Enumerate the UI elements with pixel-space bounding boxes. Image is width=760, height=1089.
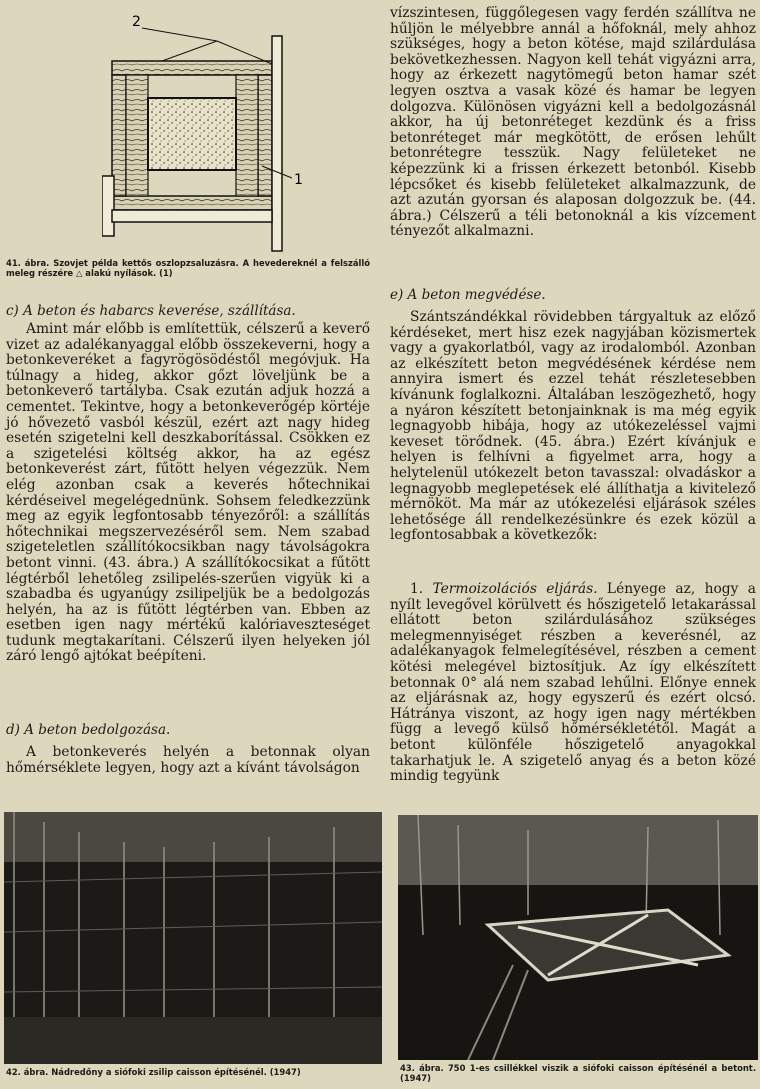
section-d-paragraph-left: A betonkeverés helyén a betonnak olyan hőmérséklete legyen, hogy azt a kívánt távolságon bbox=[6, 744, 370, 776]
section-d-paragraph-right: vízszintesen, függőlegesen vagy ferdén szállítva ne hűljön le mélyebbre annál a hőfoknál, mely ahhoz szükséges, hogy a beton kötése, majd szilárdulása bekövetkezhessen. Nagyon kell tehát vigyázni arra, hogy az érkezett nagytömegű beton hamar szét legyen osztva a vasak közé és hamar be legyen dolgozva. Különösen vigyázni kell a bedolgozásnál akkor, ha új betonréteget kezdünk és a friss betonréteget már megkötött, de erősen lehűlt betonrétegre tesszük. Nagy felületeket ne képezzünk ki a frissen érkezett betonból. Kisebb lépcsőket és kisebb felületeket alkalmazzunk, de azt azután gyorsan és alaposan dolgozzuk be. (44. ábra.) Célszerű a téli betonoknál a kis vízcement tényezőt alkalmazni. bbox=[390, 5, 756, 240]
section-e-paragraph-1: Szántszándékkal rövidebben tárgyaltuk az előző kérdéseket, mert hisz ezek nagyjában közismertek vagy a gyakorlatból, vagy az irodalomból. Azonban az elkészített beton megvédésének kérdése nem annyira ismert és ezzel tehát részletesebben kívánunk foglalkozni. Általában leszögezhető, hogy a nyáron készített betonjainknak is ma még egyik legnagyobb hibája, hogy az utókezeléssel vajmi keveset törődnek. (45. ábra.) Ezért kívánjuk e helyen is felhívni a figyelmet arra, hogy a helytelenül utókezelt beton tavasszal: olvadáskor a legnagyobb meglepetések elé állíthatja a kivitelező mérnököt. Ma már az utókezelési eljárások széles lehetősége áll rendelkezésünkre és ezek közül a legfontosabbak a következők: bbox=[390, 309, 756, 544]
figure-41-label-1: 1 bbox=[294, 172, 303, 188]
figure-41-caption: 41. ábra. Szovjet példa kettős oszlopzsaluzásra. A hevedereknél a felszálló meleg részére △ alakú nyílások. (1) bbox=[6, 258, 370, 278]
section-e-heading: e) A beton megvédése. bbox=[390, 287, 546, 303]
figure-43-caption: 43. ábra. 750 1-es csillékkel viszik a siófoki caisson építésénél a betont. (1947) bbox=[400, 1063, 756, 1083]
figure-42-caption: 42. ábra. Nádredőny a siófoki zsilip caisson építésénél. (1947) bbox=[6, 1067, 301, 1077]
section-d-heading: d) A beton bedolgozása. bbox=[6, 722, 171, 738]
section-e-item-1 bbox=[390, 582, 756, 785]
figure-42-photo bbox=[4, 812, 382, 1064]
item-1-term: Termoizolációs eljárás. bbox=[432, 581, 598, 597]
figure-41-label-2: 2 bbox=[132, 14, 141, 30]
item-1-number: 1. bbox=[410, 581, 433, 597]
figure-43-photo bbox=[398, 815, 758, 1060]
item-1-text: Lényege az, hogy a nyílt levegővel körülvett és hőszigetelő letakarással ellátott beton szilárdulásához szükséges melegmennyiséget részben a keverésnél, az adalékanyagok felmelegítésével, részben a cement kötési melegével biztosítjuk. Az így elkészített betonnak 0° alá nem szabad lehűlni. Előnye ennek az eljárásnak az, hogy egyszerű és ezért olcsó. Hátránya viszont, az hogy igen nagy mértékben függ a levegő külső hőmérsékletétől. Magát a betont különféle hőszigetelő anyagokkal takarhatjuk le. A szigetelő anyag és a beton közé mindig tegyünk bbox=[390, 581, 756, 785]
figure-41-drawing bbox=[102, 6, 342, 256]
section-c-heading: c) A beton és habarcs keverése, szállítása. bbox=[6, 303, 296, 319]
section-c-paragraph: Amint már előbb is említettük, célszerű a keverő vizet az adalékanyaggal előbb összekeverni, hogy a betonkeveréket a fagyrögösödéstől megóvjuk. Ha túlnagy a hideg, akkor gőzt löveljünk be a betonkeverő tartályba. Csak ezután adjuk hozzá a cementet. Tekintve, hogy a betonkeverőgép körtéje jó hővezető vasból készül, ezért azt nagy hideg esetén szigetelni kell deszkaborítással. Csökken ez a szigetelési költség akkor, ha az egész betonkeverést zárt, fűtött helyen végezzük. Nem elég azonban csak a keverés hőtechnikai kérdéseivel megelégednünk. Sohsem feledkezzünk meg az egyik legfontosabb tényezőről: a szállítás hőtechnikai megszervezéséről sem. Nem szabad szigeteletlen szállítókocsikban nagy távolságokra betont vinni. (43. ábra.) A szállítókocsikat a fűtött légtérből lehetőleg zsilipelés-szerűen vigyük ki a szabadba és ugyanúgy zsilipeljük be a bedolgozás helyén, ha az is fűtött légtérben van. Ebben az esetben igen nagy mértékű kalóriaveszteséget tudunk megtakarítani. Célszerű ilyen helyeken jól záró lengő ajtókat beépíteni. bbox=[6, 321, 370, 665]
